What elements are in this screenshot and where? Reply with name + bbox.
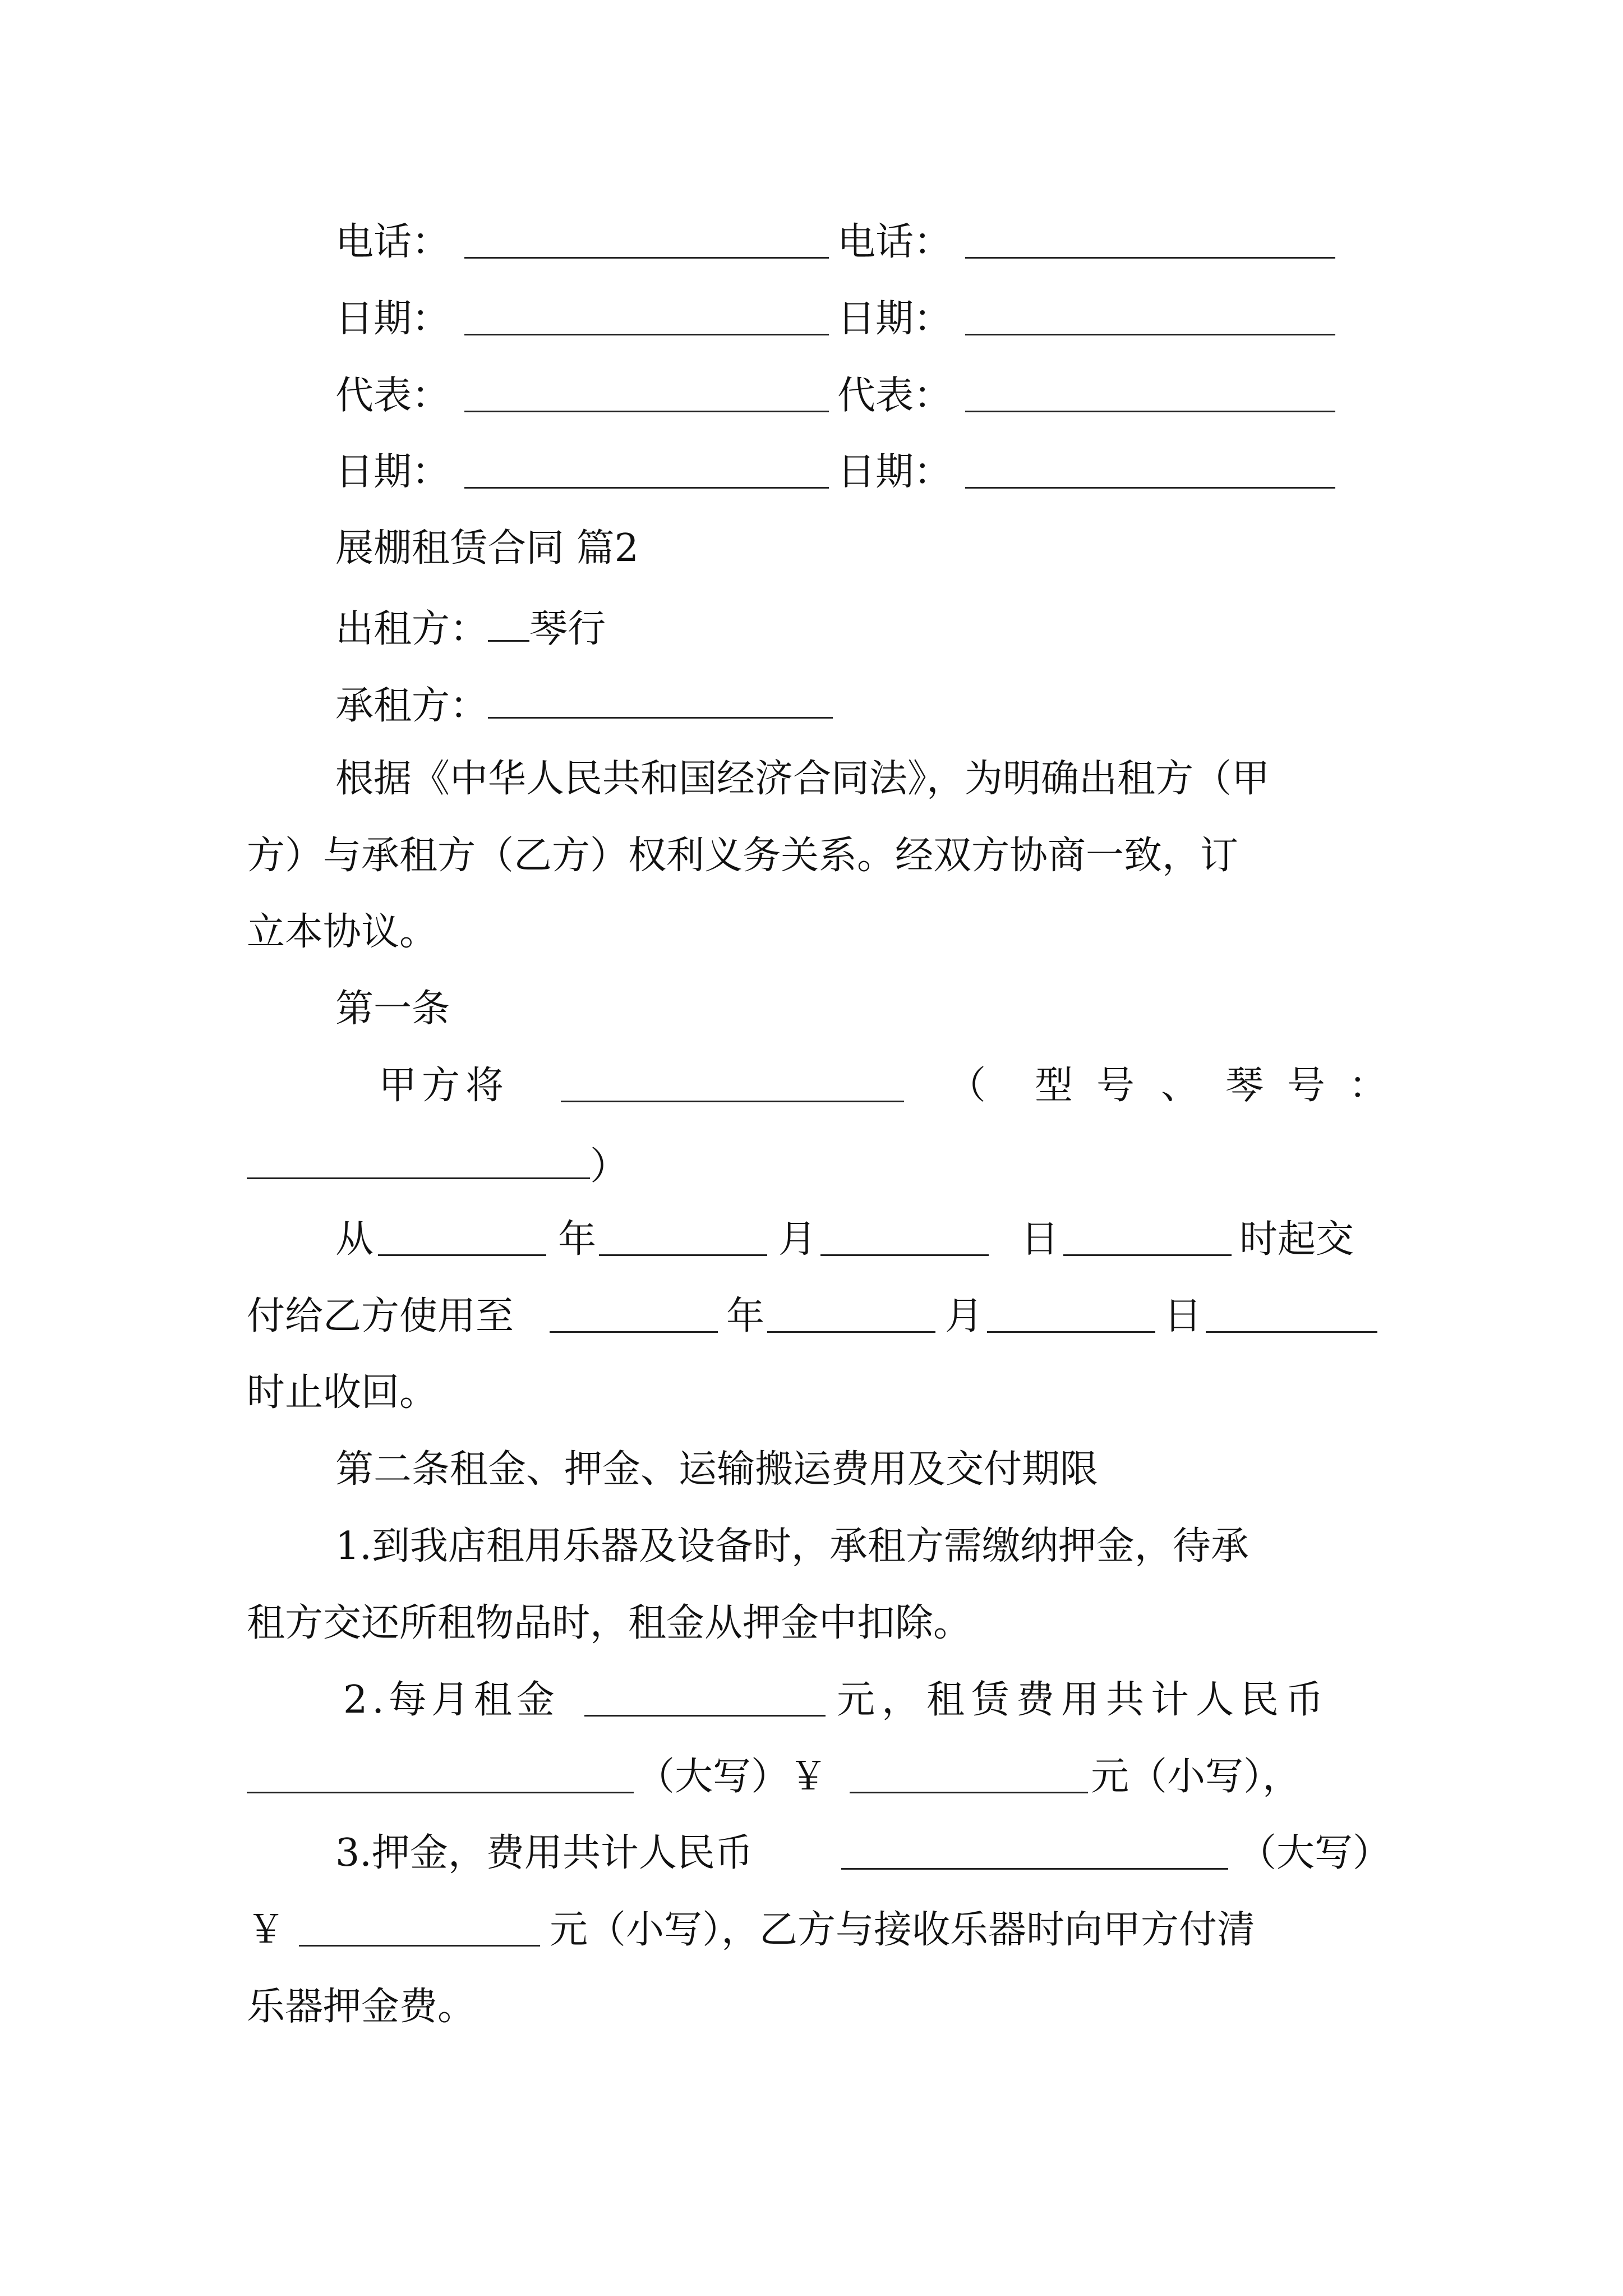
left-date-label: 日期： (335, 297, 450, 341)
a1-token-8: 琴 (1225, 1064, 1264, 1108)
a1-token-3: 将 (465, 1064, 504, 1108)
left-representative-label: 代表： (335, 374, 450, 418)
lessee-line (335, 683, 833, 728)
end-year-label: 年 (726, 1294, 765, 1338)
end-month-blank[interactable] (767, 1297, 935, 1333)
right-date-label: 日期： (837, 297, 952, 341)
left-date2-blank[interactable] (464, 453, 829, 489)
signature-row-phone (335, 220, 952, 264)
deposit-yen-sign: ￥ (247, 1908, 285, 1952)
lessor-label: 出租方： (335, 607, 488, 651)
close-paren: ） (590, 1144, 629, 1189)
signature-row-date-1 (335, 297, 952, 341)
monthly-rent-blank[interactable] (584, 1681, 826, 1717)
start-day-label: 日 (1021, 1217, 1059, 1262)
item1-line-1: 1.到我店租用乐器及设备时，承租方需缴纳押金，待承 (335, 1524, 1249, 1568)
left-representative-blank[interactable] (464, 377, 829, 412)
deposit-label: 3.押金，费用共计人民币 (335, 1831, 753, 1875)
a1-token-4: （ (948, 1064, 986, 1108)
rent-lowercase-label: 元（小写）， (1091, 1755, 1301, 1799)
left-phone-blank[interactable] (464, 223, 829, 259)
end-day-label: 日 (1164, 1294, 1202, 1338)
from-label: 从 (335, 1217, 374, 1262)
deposit-lowercase-blank[interactable] (299, 1911, 540, 1947)
deposit-uppercase-blank[interactable] (841, 1834, 1228, 1870)
lessor-line (335, 606, 606, 651)
a1-token-1: 甲 (379, 1064, 417, 1108)
start-year-label: 年 (558, 1217, 597, 1262)
a1-token-10: ： (1349, 1064, 1387, 1108)
rent-lowercase-blank[interactable] (850, 1758, 1088, 1793)
right-date2-blank[interactable] (965, 453, 1335, 489)
right-representative-label: 代表： (837, 374, 952, 418)
article1-title: 第一条 (335, 987, 450, 1031)
deposit-lowercase-label: 元（小写），乙方与接收乐器时向甲方付清 (550, 1908, 1256, 1952)
start-year-blank[interactable] (378, 1221, 546, 1256)
end-month-label: 月 (945, 1294, 984, 1338)
recover-line: 时止收回。 (247, 1370, 438, 1415)
end-day-blank[interactable] (987, 1297, 1155, 1333)
intro-line-1 (335, 757, 1376, 801)
a1-token-2: 方 (422, 1064, 460, 1108)
model-number-blank[interactable] (247, 1144, 590, 1179)
rent-uppercase-blank[interactable] (247, 1758, 634, 1793)
lessor-value: 琴行 (529, 607, 606, 651)
intro-text-1: 根据《中华人民共和国经济合同法》，为明确出租方（甲 (335, 757, 1270, 801)
start-month-blank[interactable] (599, 1221, 767, 1256)
delivery-text: 时起交 (1239, 1217, 1354, 1262)
start-day-blank[interactable] (820, 1221, 989, 1256)
a1-token-9: 号 (1287, 1064, 1326, 1108)
total-rent-label: 元，租赁费用共计人民币 (837, 1678, 1331, 1722)
start-hour-blank[interactable] (1063, 1221, 1232, 1256)
right-representative-blank[interactable] (965, 377, 1335, 412)
instrument-blank[interactable] (561, 1067, 904, 1102)
contract-title: 展棚租赁合同 篇2 (335, 526, 639, 570)
lessee-blank[interactable] (488, 683, 833, 719)
left-date2-label: 日期： (335, 450, 450, 494)
lessee-label: 承租方： (335, 684, 488, 728)
article2-title: 第二条租金、押金、运输搬运费用及交付期限 (335, 1447, 1099, 1492)
start-month-label: 月 (778, 1217, 817, 1262)
rent-uppercase-label: （大写）￥ (637, 1755, 828, 1799)
deposit-uppercase-label: （大写） (1238, 1831, 1391, 1875)
left-date-blank[interactable] (464, 300, 829, 335)
monthly-rent-label: 2.每月租金 (343, 1678, 559, 1722)
right-date-blank[interactable] (965, 300, 1335, 335)
article1-line-2 (247, 1144, 629, 1189)
end-hour-blank[interactable] (1206, 1297, 1377, 1333)
end-year-blank[interactable] (550, 1297, 718, 1333)
intro-line-2: 方）与承租方（乙方）权利义务关系。经双方协商一致，订 (247, 834, 1239, 878)
a1-token-6: 号 (1096, 1064, 1135, 1108)
lessor-blank[interactable] (488, 606, 529, 642)
right-phone-blank[interactable] (965, 223, 1335, 259)
signature-row-date-2 (335, 450, 952, 494)
right-phone-label: 电话： (837, 220, 952, 264)
item3-line-3: 乐器押金费。 (247, 1985, 476, 2029)
use-until-label: 付给乙方使用至 (247, 1294, 514, 1338)
item1-line-2: 租方交还所租物品时，租金从押金中扣除。 (247, 1601, 972, 1645)
a1-token-5: 型 (1035, 1064, 1073, 1108)
left-phone-label: 电话： (335, 220, 450, 264)
a1-token-7: 、 (1161, 1064, 1200, 1108)
signature-row-representative (335, 374, 952, 418)
intro-line-3: 立本协议。 (247, 910, 438, 954)
right-date2-label: 日期： (837, 450, 952, 494)
